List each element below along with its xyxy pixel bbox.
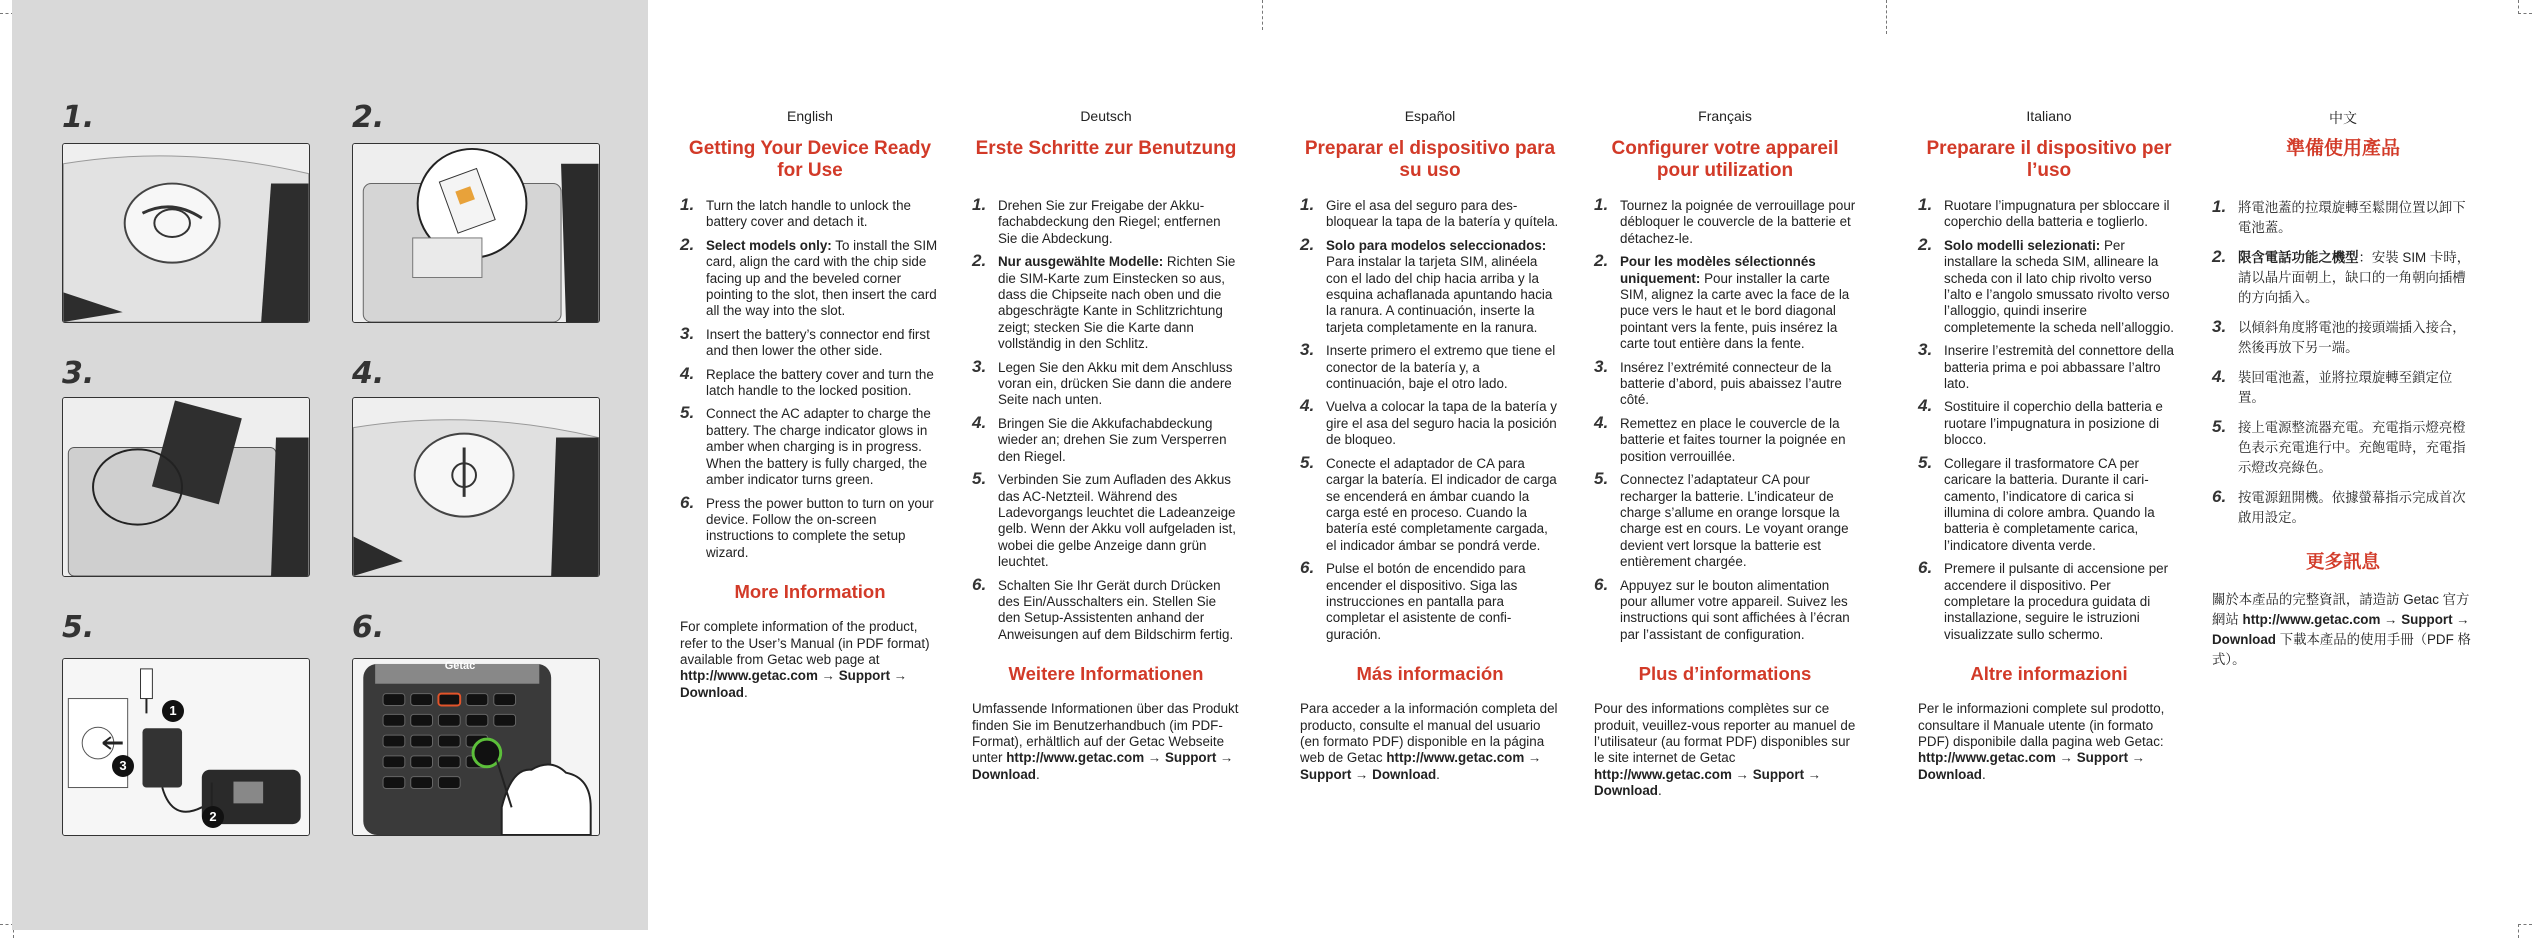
list-item: 2. Select models only: To install the SIM card, align the card with the chip side facing up and the beveled corner pointing to the slot, then insert the card all the way into the slot. [680, 234, 938, 319]
list-item: 3. Insert the battery’s connector end first and then lower the other side. [680, 323, 930, 359]
list-item: 3. Legen Sie den Akku mit dem Anschluss voran ein, drücken Sie dann die andere Seite nach unten. [972, 356, 1233, 408]
section-title: Erste Schritte zur Benutzung [975, 138, 1237, 159]
list-item: 4. Replace the battery cover and turn the latch handle to the locked position. [680, 363, 934, 399]
list-item: 4. Sostituire il coperchio della batteria e ruotare l’impugnatura in posizione di blocco. [1918, 396, 2163, 448]
download-link[interactable]: http://www.getac.com → Support → Download [1300, 750, 1542, 782]
list-item: 3. 以傾斜角度將電池的接頭端插入接合，然後再放下另一端。 [2212, 317, 2466, 355]
list-item: 4. 裝回電池蓋，並將拉環旋轉至鎖定位置。 [2212, 367, 2453, 405]
crop-mark [1262, 0, 1263, 30]
column-chinese [2212, 108, 2474, 670]
list-item: 3. Inserire l’estremità del connettore della batteria prima e poi abbassare l’altro lato. [1918, 340, 2174, 392]
callout-badge: 2 [202, 806, 224, 828]
steps-list [1594, 195, 1856, 643]
list-item: 6. Appuyez sur le bouton alimentation pour allumer votre appareil. Suivez les instructions qui sont affichées à l’écran par l’assistant de configuration. [1594, 574, 1850, 642]
crop-mark [1886, 0, 1887, 34]
list-item: 4. Vuelva a colocar la tapa de la batería y gire el asa del seguro hacia la posición de bloqueo. [1300, 396, 1558, 448]
more-info-title: Weitere Informationen [1008, 663, 1204, 685]
step5-ac-adapter-illustration [62, 658, 310, 836]
language-label: Deutsch [1080, 108, 1132, 124]
language-label: English [787, 108, 833, 124]
list-item: 2. Pour les modèles sélectionnés uniquement: Pour installer la carte SIM, alignez la carte avec la face de la puce vers le haut et le bord diagonal pointant vers la fente, puis insérez la carte tout entière dans la fente. [1594, 251, 1850, 352]
list-item: 5. Conecte el adaptador de CA para cargar la batería. El indicador de carga se encenderá en ámbar cuando la carga esté en proceso. Cuando la batería esté completamente cargada, el indicador ámbar se pondrá verde. [1300, 452, 1557, 553]
step-number: 3. [62, 356, 95, 391]
step-number: 4. [352, 356, 385, 391]
step4-cover-illustration [352, 397, 600, 577]
illustration-panel [12, 0, 648, 930]
download-link[interactable]: http://www.getac.com → Support → Download [1594, 766, 1822, 799]
list-item: 6. Schalten Sie Ihr Gerät durch Drücken des Ein/Ausschalters ein. Stellen Sie den Setup-Assistenten anhand der Anweisungen auf dem Bildschirm fertig. [972, 574, 1234, 642]
list-item: 6. Premere il pulsante di accensione per accendere il dispositivo. Per completare la procedura guidata di installazione, seguire le istruzioni visualizzate sullo schermo. [1918, 558, 2169, 642]
more-info-title: More Information [734, 581, 886, 603]
list-item: 6. 按電源鈕開機。依據螢幕指示完成首次啟用設定。 [2212, 487, 2466, 525]
list-item: 2. Solo modelli selezionati: Per installare la scheda SIM, allineare la scheda con il lato chip rivolto verso l’alto e l’angolo smussato rivolto verso l’alloggio, quindi inserire completemente la scheda nell’alloggio. [1918, 234, 2175, 335]
list-item: 1. Tournez la poignée de verrouillage pour débloquer le couvercle de la batterie et détachez-le. [1594, 195, 1856, 246]
column-deutsch [972, 108, 1240, 783]
section-title: 準備使用產品 [2285, 138, 2400, 159]
more-info-title: Altre informazioni [1970, 663, 2128, 685]
step-number: 2. [352, 100, 385, 135]
language-label: Français [1698, 108, 1752, 124]
step1-latch-illustration [62, 143, 310, 323]
list-item: 3. Insérez l’extrémité connecteur de la batterie d’abord, puis abaissez l’autre côté. [1594, 356, 1842, 408]
steps-list [2212, 198, 2474, 528]
section-title: Preparar el dispositivo para su uso [1304, 138, 1556, 181]
more-info-text: For complete information of the product, refer to the User’s Manual (in PDF format) available from Getac web page at http://www.getac.com → Support → Download. [680, 619, 930, 700]
step2-sim-illustration [352, 143, 600, 323]
more-info-title: Plus d’informations [1638, 663, 1812, 685]
download-link[interactable]: http://www.getac.com → Support → Download [1918, 750, 2146, 782]
list-item: 2. Solo para modelos seleccionados: Para instalar la tarjeta SIM, alinéela con el lado del chip hacia arriba y la esquina achaflanada apuntando hacia la ranura. A continuación, inserte la tarjeta completamente en la ranura. [1300, 234, 1553, 335]
steps-list [1918, 195, 2180, 643]
list-item: 4. Remettez en place le couvercle de la batterie et faites tourner la poignée en position verrouillée. [1594, 412, 1846, 464]
step-number: 1. [62, 100, 95, 135]
list-item: 1. Gire el asa del seguro para desbloquear la tapa de la batería y quítela. [1300, 195, 1559, 230]
crop-mark [2518, 0, 2532, 14]
callout-badge: 3 [112, 755, 134, 777]
download-link[interactable]: http://www.getac.com → Support → Download [680, 668, 908, 700]
step3-battery-illustration [62, 397, 310, 577]
step6-power-illustration [352, 658, 600, 836]
callout-badge: 1 [162, 700, 184, 722]
more-info-title: Más información [1356, 663, 1504, 685]
more-info-text: Para acceder a la información completa del producto, consulte el manual del usuario (en formato PDF) disponible en la página web de Getac http://www.getac.com → Support → Download. [1300, 701, 1558, 782]
list-item: 2. 限含電話功能之機型：安裝 SIM 卡時，請以晶片面朝上，缺口的一角朝向插槽的方向插入。 [2212, 247, 2471, 305]
steps-list [972, 195, 1240, 643]
list-item: 5. Connect the AC adapter to charge the battery. The charge indicator glows in amber when charging is in progress. When the battery is fully charged, the amber indicator turns green. [680, 403, 931, 488]
language-label: 中文 [2329, 110, 2357, 126]
list-item: 2. Nur ausgewählte Modelle: Richten Sie die SIM-Karte zum Einstecken so aus, dass die Chipseite nach oben und die abgeschrägte Kante in Schlitzrichtung zeigt; stecken Sie die Karte dann vollständig in den Schlitz. [972, 251, 1236, 352]
section-title: Configurer votre appareil pour utilization [1611, 138, 1839, 181]
list-item: 1. 將電池蓋的拉環旋轉至鬆開位置以卸下電池蓋。 [2212, 197, 2466, 235]
list-item: 5. Verbinden Sie zum Aufladen des Akkus das AC-Netzteil. Während des Ladevorgangs leuchtet die Ladeanzeige gelb. Wenn der Akku voll aufgeladen ist, wobei die gelbe Anzeige dann grün leuchtet. [972, 469, 1236, 570]
list-item: 3. Inserte primero el extremo que tiene el conector de la batería y, a continuación, baje el otro lado. [1300, 340, 1556, 392]
list-item: 5. Collegare il trasformatore CA per caricare la batteria. Durante il caricamento, l’indicatore di carica si illumina di colore ambra. Quando la batteria è completamente carica, l’indicatore diventa verde. [1918, 452, 2155, 553]
more-info-text: Pour des informations complètes sur ce produit, veuillez-vous reporter au manuel de l’utilisateur (au format PDF) disponibles sur le site internet de Getac http://www.getac.com → Support → Download. [1594, 701, 1856, 799]
download-link[interactable]: http://www.getac.com → Support → Download [972, 750, 1234, 782]
device-brand-label: Getac [444, 660, 476, 672]
crop-mark [2518, 924, 2532, 938]
column-francais [1594, 108, 1856, 800]
more-info-text: 關於本產品的完整資訊，請造訪 Getac 官方網站 http://www.getac.com → Support → Download 下載本產品的使用手冊（PDF 格式）。 [2212, 592, 2471, 667]
step-number: 6. [352, 610, 385, 645]
column-english [680, 108, 940, 701]
column-espanol [1300, 108, 1560, 783]
more-info-title: 更多訊息 [2305, 551, 2380, 572]
steps-list [1300, 195, 1560, 643]
list-item: 1. Drehen Sie zur Freigabe der Akkufachabdeckung den Riegel; entfernen Sie die Abdeckung. [972, 195, 1221, 246]
list-item: 4. Bringen Sie die Akkufachabdeckung wieder an; drehen Sie zum Versperren den Riegel. [972, 412, 1227, 464]
step-number: 5. [62, 610, 95, 645]
section-title: Getting Your Device Ready for Use [688, 138, 932, 181]
list-item: 5. Connectez l’adaptateur CA pour recharger la batterie. L’indicateur de charge s’allume en orange lorsque la charge est en cours. Le voyant orange devient vert lorsque la batterie est entièrement chargée. [1594, 469, 1849, 570]
more-info-text: Per le informazioni complete sul prodotto, consultare il Manuale utente (in formato PDF) disponibile dalla pagina web Getac: http://www.getac.com → Support → Download. [1918, 701, 2165, 782]
list-item: 6. Pulse el botón de encendido para encender el dispositivo. Siga las instrucciones en pantalla para completar el asistente de configuración. [1300, 558, 1526, 642]
steps-list [680, 195, 940, 561]
list-item: 5. 接上電源整流器充電。充電指示燈亮橙色表示充電進行中。充飽電時，充電指示燈改亮綠色。 [2212, 417, 2466, 475]
column-italiano [1918, 108, 2180, 783]
language-label: Italiano [2026, 108, 2072, 124]
list-item: 6. Press the power button to turn on your device. Follow the on-screen instructions to complete the setup wizard. [680, 492, 934, 560]
language-label: Español [1404, 108, 1456, 124]
list-item: 1. Ruotare l’impugnatura per sbloccare il coperchio della batteria e toglierlo. [1918, 195, 2170, 230]
more-info-text: Umfassende Informationen über das Produkt finden Sie im Benutzerhandbuch (im PDF-Format), erhältlich auf der Getac Webseite unter http://www.getac.com → Support → Download. [972, 701, 1239, 782]
list-item: 1. Turn the latch handle to unlock the battery cover and detach it. [680, 195, 911, 230]
section-title: Preparare il dispositivo per l’uso [1926, 138, 2172, 181]
download-link[interactable]: http://www.getac.com → Support → Download [2212, 612, 2470, 647]
